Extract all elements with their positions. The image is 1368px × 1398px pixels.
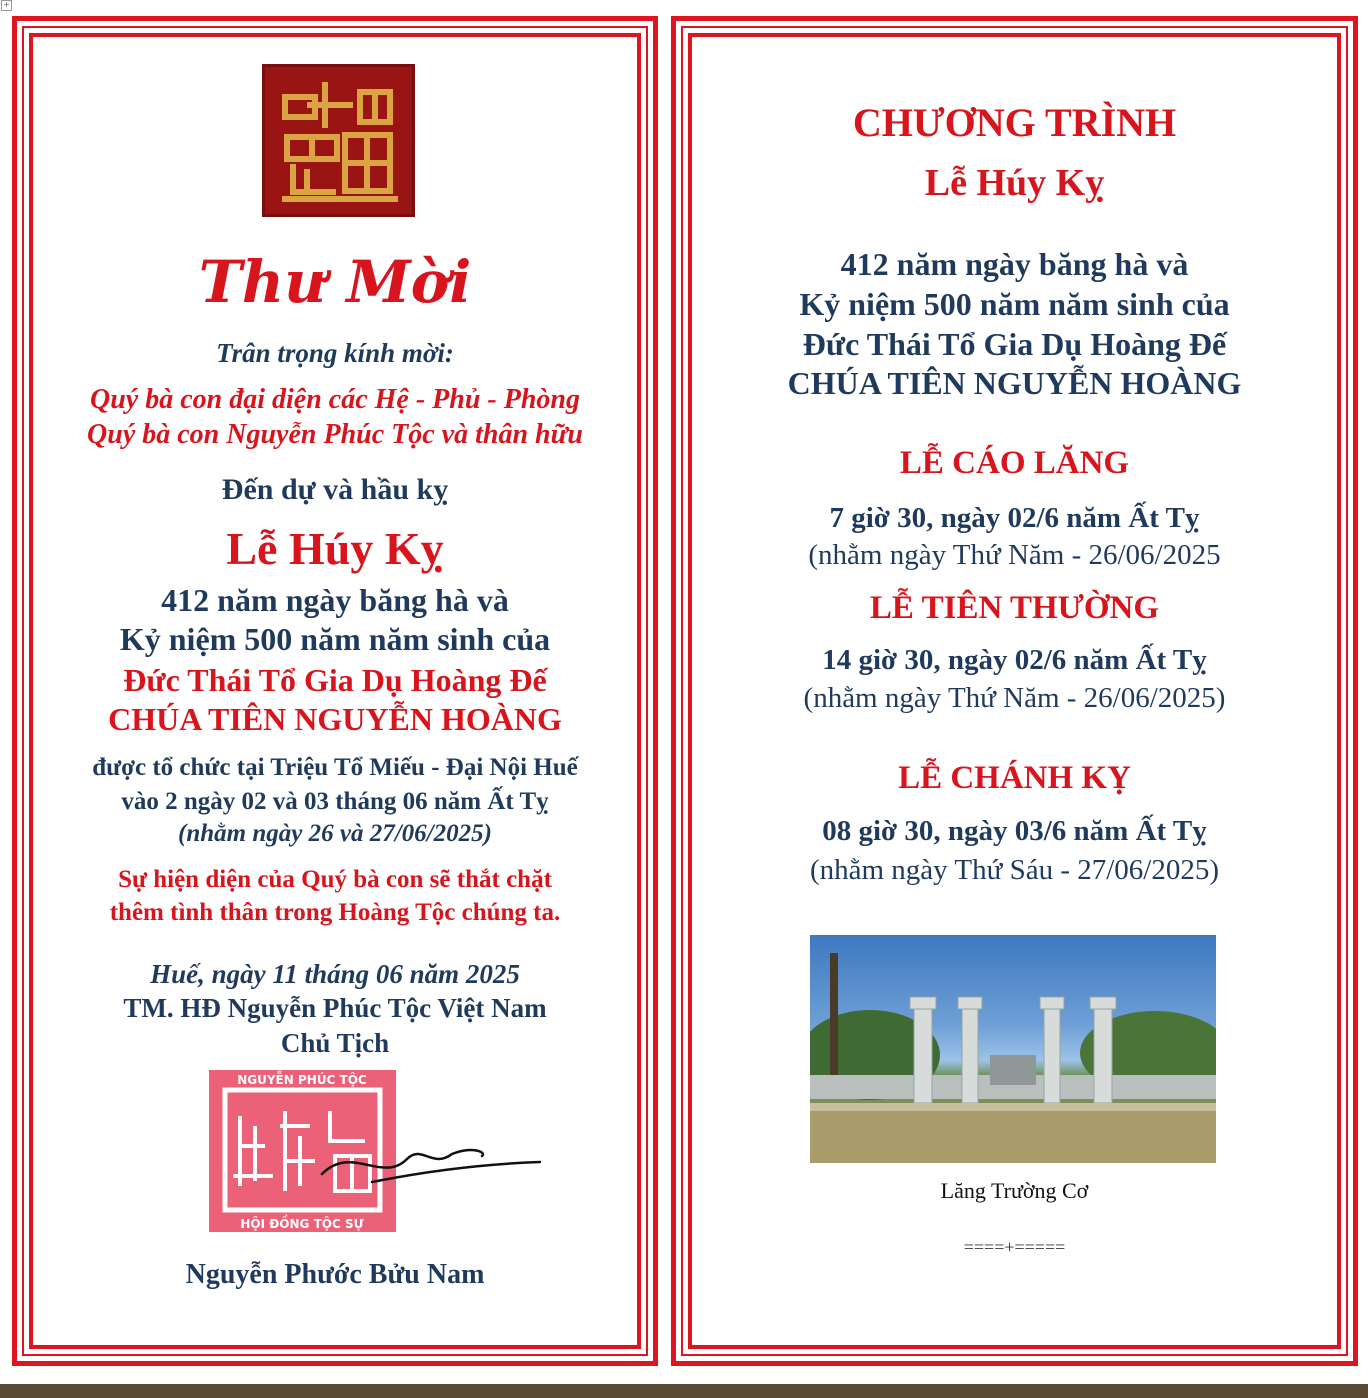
anniversary-line-2: Kỷ niệm 500 năm năm sinh của [799,286,1230,322]
event-time: 14 giờ 30, ngày 02/6 năm Ất Tỵ [822,644,1207,676]
event-title: LỄ TIÊN THƯỜNG [869,590,1160,626]
bottom-bar [0,1384,1368,1398]
invitation-panel [12,16,658,1366]
closing-line-2: thêm tình thân trong Hoàng Tộc chúng ta. [109,899,561,926]
venue-line-2: vào 2 ngày 02 và 03 tháng 06 năm Ất Tỵ [121,788,549,815]
anniversary-line-2: Kỷ niệm 500 năm năm sinh của [119,621,551,657]
event-date: (nhằm ngày Thứ Sáu - 27/06/2025) [809,854,1220,886]
event-time: 7 giờ 30, ngày 02/6 năm Ất Tỵ [829,502,1200,534]
role-line: Chủ Tịch [280,1028,390,1058]
photo-caption: Lăng Trường Cơ [940,1178,1089,1203]
program-heading: CHƯƠNG TRÌNH [852,100,1177,145]
venue-line-3: (nhằm ngày 26 và 27/06/2025) [178,820,492,847]
closing-line-1: Sự hiện diện của Quý bà con sẽ thắt chặt [118,866,552,893]
seal-top-text: NGUYỄN PHÚC TỘC [237,1073,367,1087]
mausoleum-photo [810,935,1216,1163]
invitee-line-2: Quý bà con Nguyễn Phúc Tộc và thân hữu [87,419,583,450]
greeting: Trân trọng kính mời: [216,338,454,368]
honoree-line-1: Đức Thái Tổ Gia Dụ Hoàng Đế [802,326,1227,362]
program-panel [671,16,1358,1366]
seal-bottom-text: HỘI ĐỒNG TỘC SỰ [240,1217,364,1231]
signature-icon [312,1124,542,1194]
anchor-icon: + [1,0,12,11]
attend-line: Đến dự và hầu kỵ [221,473,449,506]
event-title: LỄ CÁO LĂNG [899,445,1130,481]
honoree-line-1: Đức Thái Tổ Gia Dụ Hoàng Đế [123,662,547,698]
program-subheading: Lễ Húy Kỵ [924,162,1105,204]
event-date: (nhằm ngày Thứ Năm - 26/06/2025) [803,682,1226,714]
venue-line-1: được tổ chức tại Triệu Tổ Miếu - Đại Nội Huế [92,754,578,781]
anniversary-line-1: 412 năm ngày băng hà và [161,582,509,618]
event-title: LỄ CHÁNH KỴ [898,760,1131,796]
invitee-line-1: Quý bà con đại diện các Hệ - Phủ - Phòng [90,384,580,415]
divider-line: ====+===== [963,1237,1066,1257]
anniversary-line-1: 412 năm ngày băng hà và [840,246,1189,282]
event-time: 08 giờ 30, ngày 03/6 năm Ất Tỵ [822,815,1207,847]
date-line: Huế, ngày 11 tháng 06 năm 2025 [150,959,520,989]
event-date: (nhằm ngày Thứ Năm - 26/06/2025 [808,539,1221,571]
honoree-line-2: CHÚA TIÊN NGUYỄN HOÀNG [108,701,562,737]
honoree-line-2: CHÚA TIÊN NGUYỄN HOÀNG [787,365,1242,401]
organization-line: TM. HĐ Nguyễn Phúc Tộc Việt Nam [123,993,547,1023]
ceremony-name: Lễ Húy Kỵ [226,523,444,574]
signer-name: Nguyễn Phước Bửu Nam [185,1259,485,1290]
invitation-title: Thư Mời [198,248,472,316]
